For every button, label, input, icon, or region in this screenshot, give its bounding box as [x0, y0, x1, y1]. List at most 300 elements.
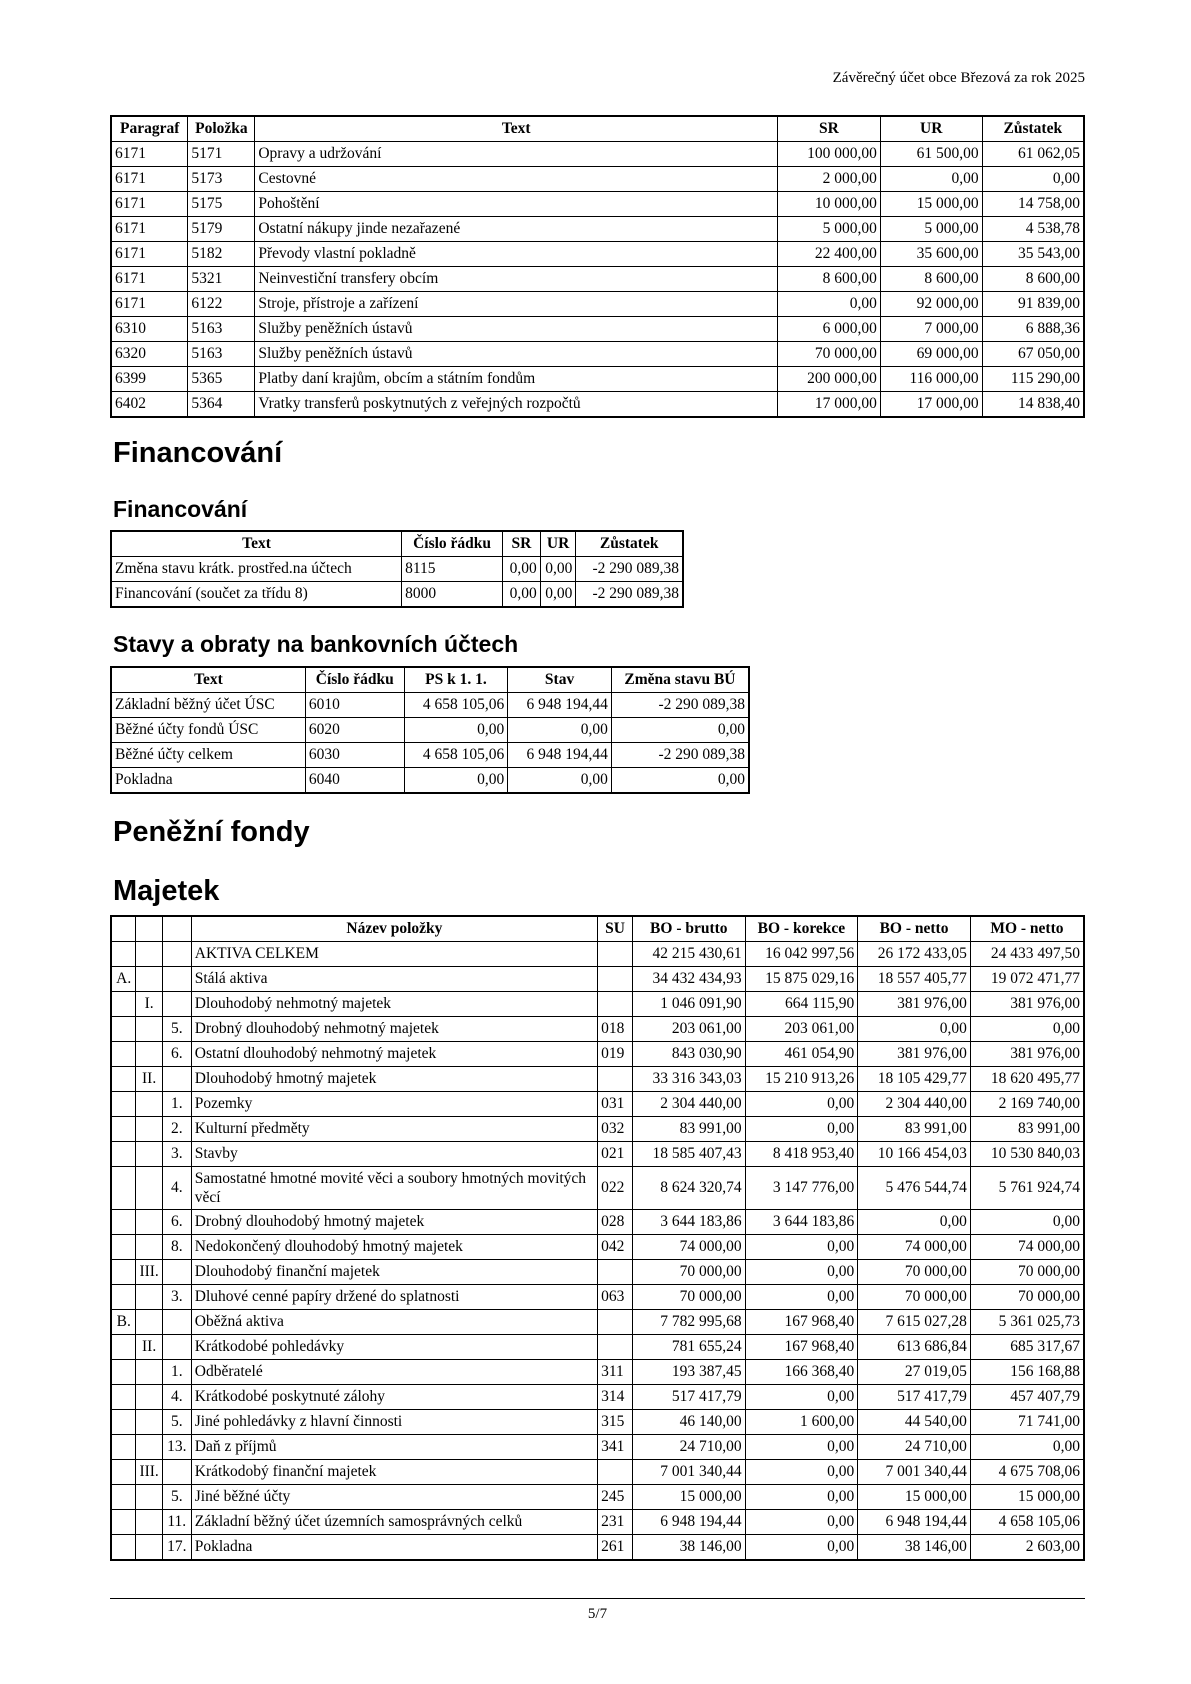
footer-divider [110, 1598, 1085, 1599]
table-cell: Běžné účty celkem [111, 743, 305, 768]
table-cell: 8 600,00 [778, 267, 881, 292]
table-cell: Dlouhodobý hmotný majetek [191, 1067, 597, 1092]
table-cell: 35 543,00 [982, 242, 1084, 267]
bank-accounts-table [110, 666, 750, 794]
table-cell: 2 000,00 [778, 167, 881, 192]
column-header: BO - netto [858, 916, 971, 942]
table-cell [162, 1260, 191, 1285]
table-cell: 6040 [305, 768, 404, 794]
table-cell [136, 1042, 162, 1067]
table-cell: Daň z příjmů [191, 1435, 597, 1460]
table-row [111, 557, 683, 582]
table-cell: 685 317,67 [970, 1335, 1084, 1360]
table-cell: 16 042 997,56 [745, 942, 858, 967]
table-cell: 0,00 [778, 292, 881, 317]
financing-subheading: Financování [113, 496, 248, 522]
table-row [111, 942, 1084, 967]
table-cell [111, 1260, 136, 1285]
table-cell: Drobný dlouhodobý nehmotný majetek [191, 1017, 597, 1042]
table-cell: AKTIVA CELKEM [191, 942, 597, 967]
expenses-table [110, 115, 1085, 418]
table-cell [598, 992, 633, 1017]
table-cell [111, 1410, 136, 1435]
table-cell: 17 000,00 [880, 392, 982, 418]
table-cell: 74 000,00 [633, 1235, 746, 1260]
column-header: Paragraf [111, 116, 188, 142]
table-row [111, 292, 1084, 317]
table-cell: 26 172 433,05 [858, 942, 971, 967]
table-cell: 018 [598, 1017, 633, 1042]
table-cell: Pokladna [111, 768, 305, 794]
table-cell [162, 967, 191, 992]
table-cell: Stroje, přístroje a zařízení [255, 292, 778, 317]
column-header: Zůstatek [576, 531, 683, 557]
table-cell: 15 875 029,16 [745, 967, 858, 992]
table-cell: 5364 [188, 392, 255, 418]
table-cell: 24 710,00 [858, 1435, 971, 1460]
table-cell: 0,00 [508, 718, 612, 743]
column-header: Text [255, 116, 778, 142]
table-cell: 6171 [111, 292, 188, 317]
table-cell [111, 1460, 136, 1485]
table-cell: 021 [598, 1142, 633, 1167]
table-cell: 13. [162, 1435, 191, 1460]
table-cell: 381 976,00 [858, 992, 971, 1017]
table-cell [111, 1285, 136, 1310]
table-cell: Neinvestiční transfery obcím [255, 267, 778, 292]
table-row [111, 142, 1084, 167]
table-cell [136, 1385, 162, 1410]
table-cell: 2 304 440,00 [858, 1092, 971, 1117]
table-cell: 4 658 105,06 [404, 693, 508, 718]
table-cell: 8000 [402, 582, 503, 608]
table-cell [136, 1235, 162, 1260]
table-cell: 116 000,00 [880, 367, 982, 392]
table-cell: Nedokončený dlouhodobý hmotný majetek [191, 1235, 597, 1260]
table-header-row [111, 667, 749, 693]
table-row [111, 1117, 1084, 1142]
table-cell [111, 1235, 136, 1260]
table-cell: Ostatní dlouhodobý nehmotný majetek [191, 1042, 597, 1067]
table-cell: 74 000,00 [858, 1235, 971, 1260]
table-cell [111, 992, 136, 1017]
table-cell [162, 942, 191, 967]
table-cell: 2 304 440,00 [633, 1092, 746, 1117]
table-cell: 1. [162, 1092, 191, 1117]
table-cell: 38 146,00 [633, 1535, 746, 1561]
table-cell: 315 [598, 1410, 633, 1435]
table-cell [111, 1485, 136, 1510]
table-cell: 381 976,00 [858, 1042, 971, 1067]
table-cell: 8 600,00 [880, 267, 982, 292]
table-cell: 6 888,36 [982, 317, 1084, 342]
column-header: SU [598, 916, 633, 942]
table-header-row [111, 116, 1084, 142]
table-cell [136, 1285, 162, 1310]
column-header: Položka [188, 116, 255, 142]
table-cell [136, 1535, 162, 1561]
table-cell: 032 [598, 1117, 633, 1142]
table-cell [111, 1385, 136, 1410]
table-cell: 2 603,00 [970, 1535, 1084, 1561]
table-cell: 019 [598, 1042, 633, 1067]
table-cell: 022 [598, 1167, 633, 1210]
table-cell: 3 147 776,00 [745, 1167, 858, 1210]
table-cell: 74 000,00 [970, 1235, 1084, 1260]
table-cell: 1 600,00 [745, 1410, 858, 1435]
assets-table [110, 915, 1085, 1561]
table-cell: 42 215 430,61 [633, 942, 746, 967]
column-header: BO - korekce [745, 916, 858, 942]
table-cell [136, 1435, 162, 1460]
table-cell: 10 530 840,03 [970, 1142, 1084, 1167]
table-cell: 381 976,00 [970, 1042, 1084, 1067]
table-cell [111, 1335, 136, 1360]
table-cell: 5182 [188, 242, 255, 267]
table-cell: 17 000,00 [778, 392, 881, 418]
table-cell: 6171 [111, 167, 188, 192]
table-cell: Vratky transferů poskytnutých z veřejných rozpočtů [255, 392, 778, 418]
table-cell: 6171 [111, 142, 188, 167]
table-cell: -2 290 089,38 [611, 743, 749, 768]
table-cell [136, 1017, 162, 1042]
table-cell: 3 644 183,86 [633, 1210, 746, 1235]
table-cell: 4. [162, 1167, 191, 1210]
table-cell: A. [111, 967, 136, 992]
table-cell: 0,00 [503, 557, 541, 582]
table-cell: Krátkodobé pohledávky [191, 1335, 597, 1360]
table-cell: 5. [162, 1017, 191, 1042]
table-cell [111, 1435, 136, 1460]
table-cell: 83 991,00 [633, 1117, 746, 1142]
table-cell: Platby daní krajům, obcím a státním fondům [255, 367, 778, 392]
table-cell: 200 000,00 [778, 367, 881, 392]
table-cell [598, 942, 633, 967]
table-cell: 0,00 [745, 1235, 858, 1260]
column-header: BO - brutto [633, 916, 746, 942]
column-header: PS k 1. 1. [404, 667, 508, 693]
table-cell: 11. [162, 1510, 191, 1535]
table-cell: 0,00 [745, 1460, 858, 1485]
table-cell [111, 942, 136, 967]
table-cell: 0,00 [982, 167, 1084, 192]
table-cell: 83 991,00 [970, 1117, 1084, 1142]
table-row [111, 1435, 1084, 1460]
table-cell: 70 000,00 [970, 1285, 1084, 1310]
table-cell [598, 1335, 633, 1360]
table-cell: 24 433 497,50 [970, 942, 1084, 967]
table-cell: Opravy a udržování [255, 142, 778, 167]
table-cell [162, 1067, 191, 1092]
table-cell [136, 1360, 162, 1385]
column-header: UR [880, 116, 982, 142]
table-row [111, 1167, 1084, 1210]
table-cell [136, 1167, 162, 1210]
column-header: UR [540, 531, 576, 557]
table-cell: 38 146,00 [858, 1535, 971, 1561]
table-cell: 0,00 [404, 768, 508, 794]
table-cell: Dlouhodobý nehmotný majetek [191, 992, 597, 1017]
table-cell: 1. [162, 1360, 191, 1385]
table-cell: 028 [598, 1210, 633, 1235]
table-cell: 70 000,00 [633, 1285, 746, 1310]
table-cell: 6 948 194,44 [508, 743, 612, 768]
table-cell [111, 1017, 136, 1042]
table-cell: Financování (součet za třídu 8) [111, 582, 402, 608]
table-cell: 843 030,90 [633, 1042, 746, 1067]
table-row [111, 242, 1084, 267]
table-cell [162, 1310, 191, 1335]
table-row [111, 1285, 1084, 1310]
table-cell: 5163 [188, 342, 255, 367]
table-cell: 6. [162, 1042, 191, 1067]
table-cell: 0,00 [745, 1385, 858, 1410]
table-cell: 61 500,00 [880, 142, 982, 167]
table-cell: Samostatné hmotné movité věci a soubory hmotných movitých věcí [191, 1167, 597, 1210]
table-cell: 70 000,00 [858, 1285, 971, 1310]
table-cell: 6 000,00 [778, 317, 881, 342]
table-cell: 15 000,00 [633, 1485, 746, 1510]
table-row [111, 1335, 1084, 1360]
financing-table [110, 530, 684, 608]
table-cell: 5175 [188, 192, 255, 217]
table-cell: 203 061,00 [745, 1017, 858, 1042]
table-row [111, 1360, 1084, 1385]
table-row [111, 267, 1084, 292]
table-cell: 231 [598, 1510, 633, 1535]
table-cell: 34 432 434,93 [633, 967, 746, 992]
table-cell: 0,00 [745, 1092, 858, 1117]
table-row [111, 1067, 1084, 1092]
table-cell: 6 948 194,44 [633, 1510, 746, 1535]
table-cell: 18 105 429,77 [858, 1067, 971, 1092]
table-row [111, 967, 1084, 992]
table-cell: 7 782 995,68 [633, 1310, 746, 1335]
table-row [111, 1260, 1084, 1285]
table-cell: 6171 [111, 242, 188, 267]
table-cell: 0,00 [540, 557, 576, 582]
table-cell: 031 [598, 1092, 633, 1117]
table-cell: Změna stavu krátk. prostřed.na účtech [111, 557, 402, 582]
table-cell [111, 1167, 136, 1210]
table-cell: 5179 [188, 217, 255, 242]
table-cell: 0,00 [745, 1435, 858, 1460]
table-cell [136, 1310, 162, 1335]
table-row [111, 992, 1084, 1017]
table-cell: Odběratelé [191, 1360, 597, 1385]
table-cell: 0,00 [404, 718, 508, 743]
table-cell: 3 644 183,86 [745, 1210, 858, 1235]
table-cell: Jiné běžné účty [191, 1485, 597, 1510]
table-cell [598, 967, 633, 992]
table-cell: Jiné pohledávky z hlavní činnosti [191, 1410, 597, 1435]
page-number: 5/7 [587, 1606, 608, 1622]
table-cell: 27 019,05 [858, 1360, 971, 1385]
table-cell: 8115 [402, 557, 503, 582]
table-cell: 4 658 105,06 [970, 1510, 1084, 1535]
table-cell: 8. [162, 1235, 191, 1260]
column-header: Číslo řádku [305, 667, 404, 693]
table-cell: 0,00 [611, 768, 749, 794]
table-cell: II. [136, 1335, 162, 1360]
table-cell: 15 000,00 [970, 1485, 1084, 1510]
table-cell: 19 072 471,77 [970, 967, 1084, 992]
column-header: Číslo řádku [402, 531, 503, 557]
table-cell: Pohoštění [255, 192, 778, 217]
table-cell: 44 540,00 [858, 1410, 971, 1435]
column-header [111, 916, 136, 942]
table-cell: 70 000,00 [858, 1260, 971, 1285]
table-cell: -2 290 089,38 [576, 582, 683, 608]
table-cell: 0,00 [508, 768, 612, 794]
table-cell: Oběžná aktiva [191, 1310, 597, 1335]
table-cell: 8 418 953,40 [745, 1142, 858, 1167]
table-cell: Převody vlastní pokladně [255, 242, 778, 267]
table-row [111, 317, 1084, 342]
table-cell: 6020 [305, 718, 404, 743]
table-row [111, 1485, 1084, 1510]
table-cell: 0,00 [540, 582, 576, 608]
table-cell: 6030 [305, 743, 404, 768]
table-cell: Krátkodobé poskytnuté zálohy [191, 1385, 597, 1410]
table-cell: 0,00 [858, 1210, 971, 1235]
table-cell: 0,00 [745, 1535, 858, 1561]
table-cell: III. [136, 1460, 162, 1485]
table-cell: 70 000,00 [970, 1260, 1084, 1285]
table-cell: -2 290 089,38 [576, 557, 683, 582]
table-cell [111, 1067, 136, 1092]
column-header: Zůstatek [982, 116, 1084, 142]
column-header: Text [111, 531, 402, 557]
table-cell: 4 538,78 [982, 217, 1084, 242]
table-cell: 5173 [188, 167, 255, 192]
table-cell: Pozemky [191, 1092, 597, 1117]
table-header-row [111, 531, 683, 557]
table-cell: 0,00 [745, 1285, 858, 1310]
table-row [111, 768, 749, 794]
table-cell: 0,00 [745, 1485, 858, 1510]
table-cell: 6402 [111, 392, 188, 418]
table-cell: Základní běžný účet územních samosprávných celků [191, 1510, 597, 1535]
table-cell: III. [136, 1260, 162, 1285]
table-row [111, 743, 749, 768]
table-cell [162, 1460, 191, 1485]
table-cell: 0,00 [611, 718, 749, 743]
column-header: Změna stavu BÚ [611, 667, 749, 693]
table-row [111, 718, 749, 743]
table-row [111, 392, 1084, 418]
table-cell: II. [136, 1067, 162, 1092]
table-cell: 517 417,79 [858, 1385, 971, 1410]
table-cell: 14 758,00 [982, 192, 1084, 217]
table-cell: 341 [598, 1435, 633, 1460]
table-cell: 156 168,88 [970, 1360, 1084, 1385]
table-cell: Dluhové cenné papíry držené do splatnosti [191, 1285, 597, 1310]
column-header: Text [111, 667, 305, 693]
table-cell: 7 615 027,28 [858, 1310, 971, 1335]
table-cell: 15 000,00 [858, 1485, 971, 1510]
table-cell: 0,00 [858, 1017, 971, 1042]
table-cell: Služby peněžních ústavů [255, 317, 778, 342]
table-cell: Služby peněžních ústavů [255, 342, 778, 367]
table-cell: 6122 [188, 292, 255, 317]
table-cell: 2. [162, 1117, 191, 1142]
funds-heading: Peněžní fondy [113, 816, 310, 848]
bank-accounts-heading: Stavy a obraty na bankovních účtech [113, 631, 519, 657]
table-cell [598, 1260, 633, 1285]
table-cell [136, 1092, 162, 1117]
table-cell: -2 290 089,38 [611, 693, 749, 718]
table-cell: 7 001 340,44 [858, 1460, 971, 1485]
table-cell: 10 166 454,03 [858, 1142, 971, 1167]
table-cell: 245 [598, 1485, 633, 1510]
table-cell: 664 115,90 [745, 992, 858, 1017]
table-cell: Drobný dlouhodobý hmotný majetek [191, 1210, 597, 1235]
table-cell: 5. [162, 1485, 191, 1510]
column-header: SR [503, 531, 541, 557]
table-cell: 5 476 544,74 [858, 1167, 971, 1210]
table-cell [111, 1042, 136, 1067]
column-header: SR [778, 116, 881, 142]
table-cell: 10 000,00 [778, 192, 881, 217]
table-cell: 6171 [111, 217, 188, 242]
column-header [162, 916, 191, 942]
table-cell: 6171 [111, 267, 188, 292]
table-cell: Základní běžný účet ÚSC [111, 693, 305, 718]
table-cell: 3. [162, 1285, 191, 1310]
table-cell: 83 991,00 [858, 1117, 971, 1142]
table-cell: 5171 [188, 142, 255, 167]
table-row [111, 1510, 1084, 1535]
table-cell: 0,00 [970, 1210, 1084, 1235]
table-cell: Běžné účty fondů ÚSC [111, 718, 305, 743]
table-cell: 22 400,00 [778, 242, 881, 267]
table-cell: 0,00 [503, 582, 541, 608]
table-cell: 4. [162, 1385, 191, 1410]
table-cell: 5365 [188, 367, 255, 392]
table-cell [136, 1410, 162, 1435]
table-cell: 6. [162, 1210, 191, 1235]
table-row [111, 342, 1084, 367]
table-row [111, 1310, 1084, 1335]
table-cell: 203 061,00 [633, 1017, 746, 1042]
table-cell: 3. [162, 1142, 191, 1167]
table-row [111, 693, 749, 718]
table-cell: 457 407,79 [970, 1385, 1084, 1410]
table-cell: 71 741,00 [970, 1410, 1084, 1435]
table-cell: 8 624 320,74 [633, 1167, 746, 1210]
table-row [111, 1385, 1084, 1410]
table-cell: 70 000,00 [633, 1260, 746, 1285]
table-cell: 2 169 740,00 [970, 1092, 1084, 1117]
table-cell: 6171 [111, 192, 188, 217]
table-cell: 167 968,40 [745, 1335, 858, 1360]
table-cell: 14 838,40 [982, 392, 1084, 418]
table-cell [598, 1310, 633, 1335]
table-cell: 17. [162, 1535, 191, 1561]
table-cell [111, 1535, 136, 1561]
table-cell: 781 655,24 [633, 1335, 746, 1360]
table-cell: 91 839,00 [982, 292, 1084, 317]
table-cell [111, 1117, 136, 1142]
table-cell: 24 710,00 [633, 1435, 746, 1460]
table-cell: 4 675 708,06 [970, 1460, 1084, 1485]
table-cell [136, 1117, 162, 1142]
table-row [111, 582, 683, 608]
table-header-row [111, 916, 1084, 942]
table-cell: 6 948 194,44 [508, 693, 612, 718]
table-cell [111, 1142, 136, 1167]
